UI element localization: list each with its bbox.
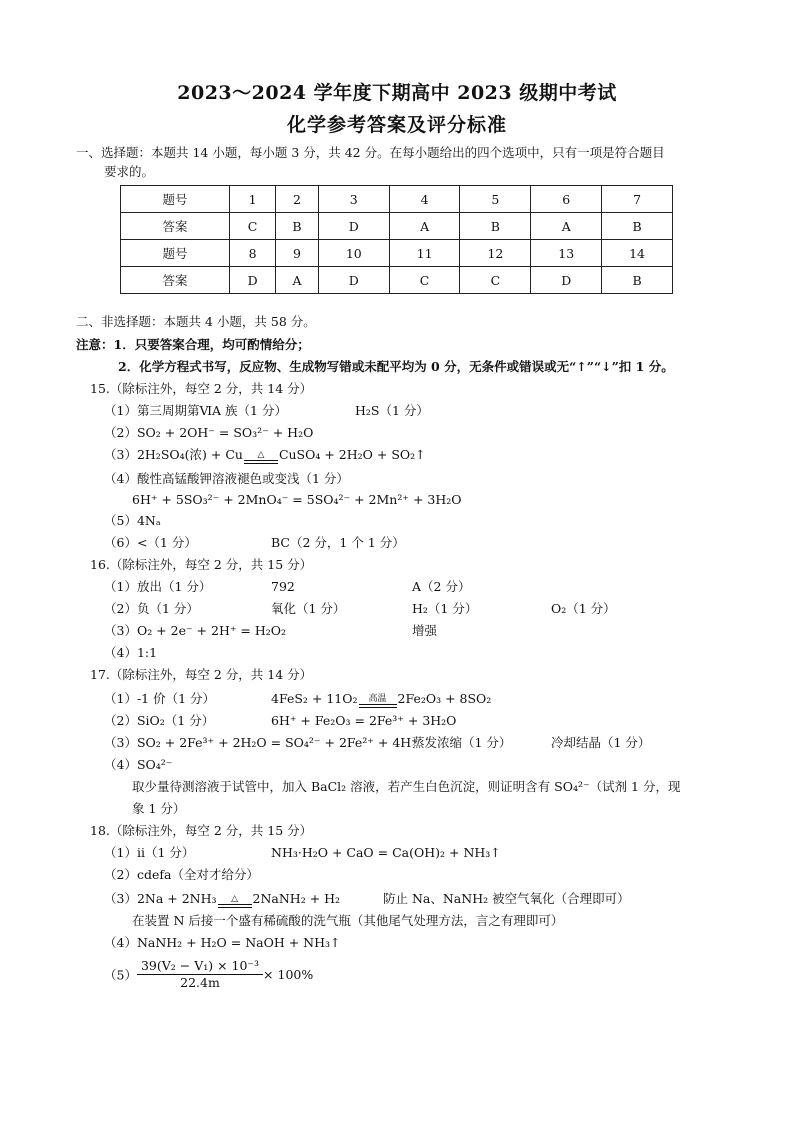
reaction-condition-sign bbox=[218, 895, 252, 908]
heat-condition: △ bbox=[257, 450, 265, 460]
table-cell: B bbox=[460, 213, 531, 240]
q16-answer-2: （2）负（1 分） bbox=[104, 601, 199, 616]
table-cell: D bbox=[318, 267, 389, 294]
q17-answer-4-text1: 取少量待测溶液于试管中，加入 BaCl₂ 溶液，若产生白色沉淀，则证明含有 SO₄²⁻（试剂 1 分，现 bbox=[132, 779, 681, 794]
table-row bbox=[121, 213, 673, 240]
table-cell: B bbox=[602, 213, 673, 240]
reaction-condition-sign bbox=[244, 451, 278, 464]
q15-heading: 15.（除标注外，每空 2 分，共 14 分） bbox=[90, 381, 313, 396]
q15-eq3-left: （3）2H₂SO₄(浓) + Cu bbox=[104, 447, 243, 462]
q15-answer-6: （6）<（1 分） bbox=[104, 535, 197, 550]
q17-answer-3c: 冷却结晶（1 分） bbox=[551, 735, 651, 750]
table-cell: C bbox=[229, 213, 275, 240]
table-cell: A bbox=[276, 267, 319, 294]
table-cell: 10 bbox=[318, 240, 389, 267]
q17-answer-2: （2）SiO₂（1 分） bbox=[104, 713, 215, 728]
q15-answer-5: （5）4Nₐ bbox=[104, 513, 161, 528]
q18-answer-3b: 防止 Na、NaNH₂ 被空气氧化（合理即可） bbox=[383, 891, 630, 906]
table-cell: 11 bbox=[389, 240, 460, 267]
table-cell: 4 bbox=[389, 186, 460, 213]
table-cell: B bbox=[276, 213, 319, 240]
q18-answer-4: （4）NaNH₂ + H₂O = NaOH + NH₃↑ bbox=[104, 935, 341, 950]
table-cell: 9 bbox=[276, 240, 319, 267]
table-cell: B bbox=[602, 267, 673, 294]
q15-answer-4: （4）酸性高锰酸钾溶液褪色或变浅（1 分） bbox=[104, 471, 349, 486]
table-cell: C bbox=[389, 267, 460, 294]
q15-answer-4-equation: 6H⁺ + 5SO₃²⁻ + 2MnO₄⁻ = 5SO₄²⁻ + 2Mn²⁺ + 3H₂O bbox=[132, 492, 462, 507]
q18-answer-2: （2）cdefa（全对才给分） bbox=[104, 867, 259, 882]
table-row bbox=[121, 267, 673, 294]
document-subtitle: 化学参考答案及评分标准 bbox=[286, 114, 507, 136]
answer-table bbox=[120, 185, 673, 294]
q17-eq1-right: 2Fe₂O₃ + 8SO₂ bbox=[397, 691, 492, 706]
note-2: 2．化学方程式书写，反应物、生成物写错或未配平均为 0 分，无条件或错误或无“↑”“↓”扣 1 分。 bbox=[118, 359, 674, 374]
table-cell: 3 bbox=[318, 186, 389, 213]
q17-answer-2b: 6H⁺ + Fe₂O₃ = 2Fe³⁺ + 3H₂O bbox=[271, 713, 457, 728]
q18-answer-5-tail: × 100% bbox=[263, 967, 314, 982]
table-cell: D bbox=[531, 267, 602, 294]
table-cell: 2 bbox=[276, 186, 319, 213]
high-temperature-condition: 高温 bbox=[368, 694, 387, 704]
table-row bbox=[121, 240, 673, 267]
table-cell: 1 bbox=[229, 186, 275, 213]
q17-answer-1: （1）-1 价（1 分） bbox=[104, 691, 216, 706]
q17-heading: 17.（除标注外，每空 2 分，共 14 分） bbox=[90, 667, 313, 682]
q15-answer-3 bbox=[104, 446, 426, 464]
heat-condition: △ bbox=[231, 894, 238, 904]
section1-intro-line2: 要求的。 bbox=[104, 164, 155, 179]
document-title: 2023～2024 学年度下期高中 2023 级期中考试 bbox=[177, 82, 617, 104]
reaction-condition-sign bbox=[359, 695, 397, 708]
q17-answer-4-text2: 象 1 分） bbox=[132, 801, 186, 816]
table-cell: 8 bbox=[229, 240, 275, 267]
table-row bbox=[121, 186, 673, 213]
q16-answer-2b: 氧化（1 分） bbox=[271, 601, 346, 616]
table-cell: D bbox=[318, 213, 389, 240]
q16-answer-3b: 增强 bbox=[412, 623, 438, 638]
q15-answer-1b: H₂S（1 分） bbox=[355, 403, 429, 418]
q16-answer-1: （1）放出（1 分） bbox=[104, 579, 212, 594]
table-cell: 5 bbox=[460, 186, 531, 213]
q18-answer-1b: NH₃·H₂O + CaO = Ca(OH)₂ + NH₃↑ bbox=[271, 845, 501, 860]
q17-answer-3b: 蒸发浓缩（1 分） bbox=[412, 735, 512, 750]
q18-answer-5 bbox=[104, 958, 313, 991]
q18-answer-3 bbox=[104, 890, 340, 908]
table-cell: A bbox=[389, 213, 460, 240]
q15-eq3-right: CuSO₄ + 2H₂O + SO₂↑ bbox=[278, 447, 426, 462]
table-row-header: 题号 bbox=[121, 186, 230, 213]
fraction-denominator: 22.4m bbox=[180, 975, 220, 990]
q16-answer-2c: H₂（1 分） bbox=[412, 601, 478, 616]
table-row-header: 答案 bbox=[121, 213, 230, 240]
q18-eq3-left: （3）2Na + 2NH₃ bbox=[104, 891, 217, 906]
table-cell: C bbox=[460, 267, 531, 294]
q15-answer-2: （2）SO₂ + 2OH⁻ = SO₃²⁻ + H₂O bbox=[104, 425, 314, 440]
q16-answer-1b: 792 bbox=[271, 579, 295, 594]
fraction-numerator: 39(V₂ − V₁) × 10⁻³ bbox=[137, 958, 263, 975]
q15-answer-1: （1）第三周期第ⅥA 族（1 分） bbox=[104, 403, 287, 418]
section2-heading: 二、非选择题：本题共 4 小题，共 58 分。 bbox=[76, 314, 316, 329]
q16-answer-4: （4）1:1 bbox=[104, 645, 158, 660]
q17-answer-3: （3）SO₂ + 2Fe³⁺ + 2H₂O = SO₄²⁻ + 2Fe²⁺ + 4H⁺ bbox=[104, 735, 418, 750]
table-cell: 6 bbox=[531, 186, 602, 213]
q16-answer-2d: O₂（1 分） bbox=[551, 601, 616, 616]
q17-answer-1-equation bbox=[271, 690, 491, 708]
table-cell: A bbox=[531, 213, 602, 240]
yield-fraction bbox=[137, 958, 263, 991]
table-cell: 14 bbox=[602, 240, 673, 267]
q18-answer-3-text: 在装置 N 后接一个盛有稀硫酸的洗气瓶（其他尾气处理方法，言之有理即可） bbox=[132, 913, 564, 928]
q17-answer-4: （4）SO₄²⁻ bbox=[104, 757, 173, 772]
note-1: 注意：1．只要答案合理，均可酌情给分； bbox=[76, 337, 310, 352]
q16-answer-3: （3）O₂ + 2e⁻ + 2H⁺ = H₂O₂ bbox=[104, 623, 287, 638]
section1-intro-line1: 一、选择题：本题共 14 小题，每小题 3 分，共 42 分。在每小题给出的四个选项中，只有一项是符合题目 bbox=[76, 145, 665, 160]
table-cell: 13 bbox=[531, 240, 602, 267]
table-cell: 12 bbox=[460, 240, 531, 267]
q18-heading: 18.（除标注外，每空 2 分，共 15 分） bbox=[90, 823, 313, 838]
q18-eq3-right: 2NaNH₂ + H₂ bbox=[252, 891, 341, 906]
q16-answer-1c: A（2 分） bbox=[412, 579, 471, 594]
q16-heading: 16.（除标注外，每空 2 分，共 15 分） bbox=[90, 557, 313, 572]
table-cell: D bbox=[229, 267, 275, 294]
q15-answer-6b: BC（2 分，1 个 1 分） bbox=[271, 535, 405, 550]
q17-eq1-left: 4FeS₂ + 11O₂ bbox=[271, 691, 358, 706]
q18-answer-1: （1）ⅱ（1 分） bbox=[104, 845, 195, 860]
table-row-header: 答案 bbox=[121, 267, 230, 294]
table-cell: 7 bbox=[602, 186, 673, 213]
q18-answer-5-label: （5） bbox=[104, 967, 137, 983]
table-row-header: 题号 bbox=[121, 240, 230, 267]
